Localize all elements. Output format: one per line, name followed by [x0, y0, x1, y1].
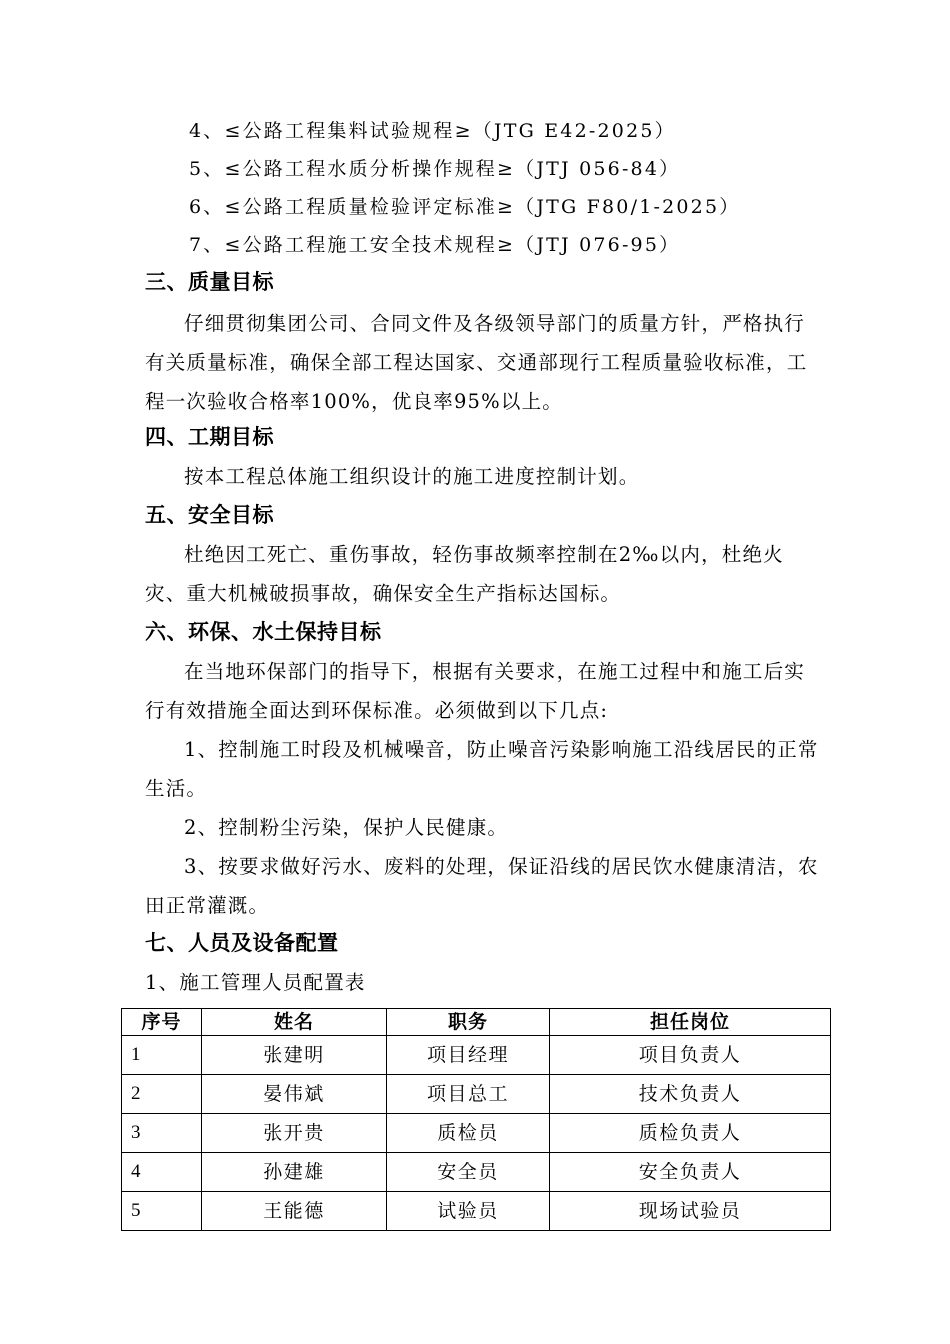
cell-title: 试验员	[387, 1192, 550, 1231]
table-row	[122, 1075, 831, 1114]
cell-title: 项目经理	[387, 1036, 550, 1075]
schedule-section	[145, 419, 825, 496]
column-header-index: 序号	[122, 1009, 202, 1036]
quality-heading: 三、质量目标	[145, 270, 274, 294]
environment-intro: 在当地环保部门的指导下，根据有关要求，在施工过程中和施工后实行有效措施全面达到环保标准。必须做到以下几点:	[145, 660, 806, 722]
standard-item: 7、≤公路工程施工安全技术规程≥（JTJ 076-95）	[189, 234, 681, 256]
cell-name: 王能德	[202, 1192, 387, 1231]
table-header-row	[122, 1009, 831, 1036]
cell-post: 技术负责人	[550, 1075, 831, 1114]
staff-table	[121, 1008, 831, 1231]
cell-post: 现场试验员	[550, 1192, 831, 1231]
schedule-text: 按本工程总体施工组织设计的施工进度控制计划。	[184, 465, 640, 488]
column-header-post: 担任岗位	[550, 1009, 831, 1036]
cell-index: 2	[122, 1075, 202, 1114]
column-header-name: 姓名	[202, 1009, 387, 1036]
cell-title: 质检员	[387, 1114, 550, 1153]
cell-name: 晏伟斌	[202, 1075, 387, 1114]
table-title: 1、施工管理人员配置表	[145, 971, 366, 994]
standard-item: 6、≤公路工程质量检验评定标准≥（JTG F80/1-2025）	[189, 196, 741, 218]
cell-index: 3	[122, 1114, 202, 1153]
quality-text: 仔细贯彻集团公司、合同文件及各级领导部门的质量方针，严格执行有关质量标准，确保全部工程达国家、交通部现行工程质量验收标准，工程一次验收合格率100%，优良率95%以上。	[145, 312, 808, 413]
staffing-section	[145, 925, 825, 1002]
environment-section	[145, 614, 825, 925]
staffing-heading: 七、人员及设备配置	[145, 931, 339, 955]
standard-item: 4、≤公路工程集料试验规程≥（JTG E42-2025）	[189, 120, 676, 142]
cell-index: 1	[122, 1036, 202, 1075]
cell-title: 项目总工	[387, 1075, 550, 1114]
cell-name: 张建明	[202, 1036, 387, 1075]
cell-post: 质检负责人	[550, 1114, 831, 1153]
table-row	[122, 1114, 831, 1153]
safety-text: 杜绝因工死亡、重伤事故，轻伤事故频率控制在2‰以内，杜绝火灾、重大机械破损事故，确保安全生产指标达国标。	[145, 543, 784, 605]
table-row	[122, 1036, 831, 1075]
environment-point: 3、按要求做好污水、废料的处理，保证沿线的居民饮水健康清洁，农田正常灌溉。	[145, 855, 819, 917]
safety-section	[145, 497, 825, 613]
standards-list	[189, 112, 740, 264]
schedule-heading: 四、工期目标	[145, 425, 274, 449]
cell-index: 4	[122, 1153, 202, 1192]
table-row	[122, 1153, 831, 1192]
table-row	[122, 1192, 831, 1231]
environment-point: 1、控制施工时段及机械噪音，防止噪音污染影响施工沿线居民的正常生活。	[145, 738, 819, 800]
environment-heading: 六、环保、水土保持目标	[145, 620, 382, 644]
standard-item: 5、≤公路工程水质分析操作规程≥（JTJ 056-84）	[189, 158, 681, 180]
cell-name: 孙建雄	[202, 1153, 387, 1192]
cell-post: 项目负责人	[550, 1036, 831, 1075]
cell-index: 5	[122, 1192, 202, 1231]
cell-post: 安全负责人	[550, 1153, 831, 1192]
environment-point: 2、控制粉尘污染，保护人民健康。	[184, 816, 509, 839]
cell-title: 安全员	[387, 1153, 550, 1192]
staff-table-wrap	[121, 1008, 830, 1231]
column-header-title: 职务	[387, 1009, 550, 1036]
safety-heading: 五、安全目标	[145, 503, 274, 527]
cell-name: 张开贵	[202, 1114, 387, 1153]
quality-section	[145, 264, 825, 421]
